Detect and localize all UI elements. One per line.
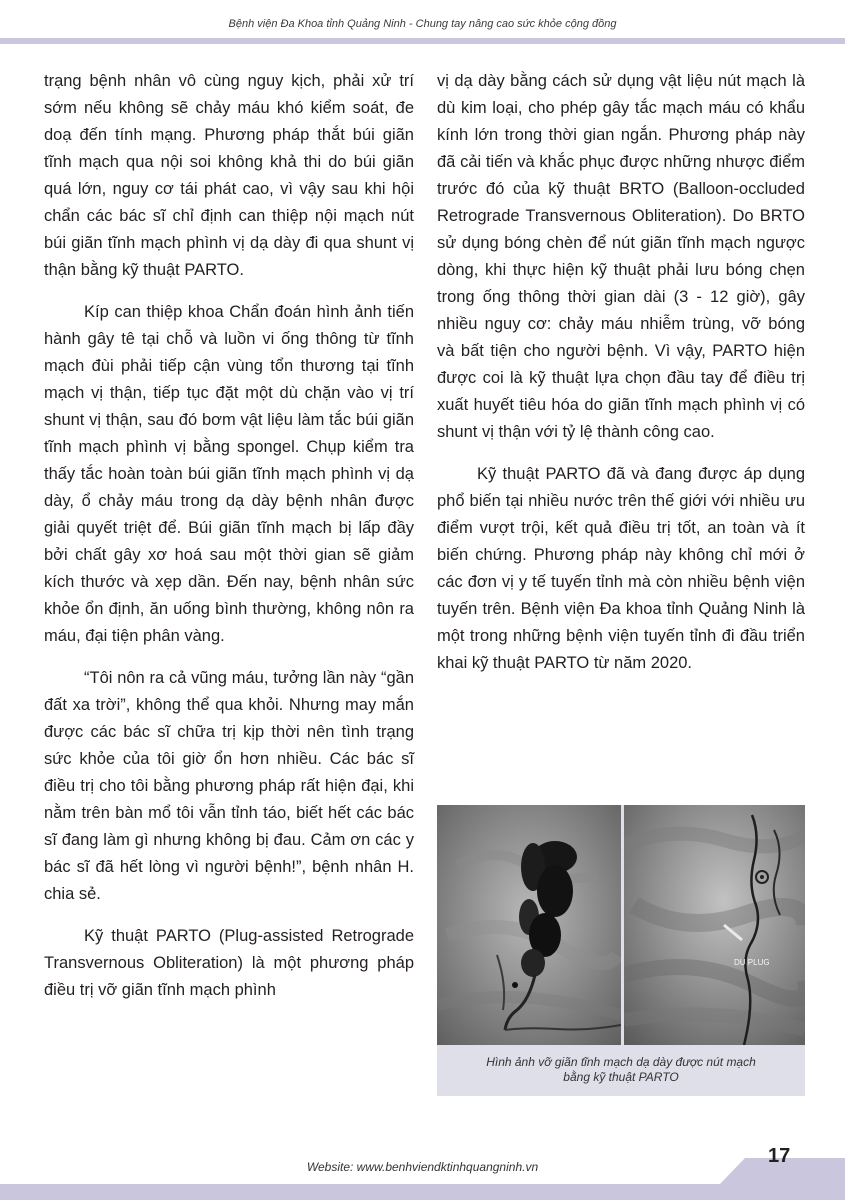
figure-caption <box>437 1055 805 1085</box>
figure <box>437 805 805 1096</box>
paragraph: trạng bệnh nhân vô cùng nguy kịch, phải xử trí sớm nếu không sẽ chảy máu khó kiểm soát, đe doạ đến tính mạng. Phương pháp thắt búi giãn tĩnh mạch qua nội soi không khả thi do búi giãn quá lớn, nguy cơ tái phát cao, vì vậy sau khi hội chẩn các bác sĩ chỉ định can thiệp nội mạch nút búi giãn tĩnh mạch phình vị dạ dày đi qua shunt vị thận bằng kỹ thuật PARTO. <box>44 72 414 279</box>
image-marker: DU PLUG <box>734 958 770 967</box>
caption-line: Hình ảnh vỡ giãn tĩnh mạch dạ dày được nút mạch <box>486 1055 756 1069</box>
paragraph: Kỹ thuật PARTO (Plug-assisted Retrograde Transvernous Obliteration) là một phương pháp điều trị vỡ giãn tĩnh mạch phình <box>44 927 414 999</box>
footer-website: Website: www.benhviendktinhquangninh.vn <box>306 1160 539 1174</box>
header-rule <box>0 38 845 44</box>
paragraph: vị dạ dày bằng cách sử dụng vật liệu nút mạch là dù kim loại, cho phép gây tắc mạch máu có khẩu kính lớn trong thời gian ngắn. Phương pháp này đã cải tiến và khắc phục được những nhược điểm trước đó của kỹ thuật BRTO (Balloon-occluded Retrograde Transvernous Obliteration). Do BRTO sử dụng bóng chèn để nút giãn tĩnh mạch ngược dòng, khi thực hiện kỹ thuật phải lưu bóng chẹn trong ống thông thời gian dài (3 - 12 giờ), gây nhiều nguy cơ: chảy máu nhiễm trùng, vỡ bóng và bất tiện cho người bệnh. Vì vậy, PARTO hiện được coi là kỹ thuật lựa chọn đầu tay để điều trị xuất huyết tiêu hóa do giãn tĩnh mạch phình vị có shunt vị thận với tỷ lệ thành công cao. <box>437 72 805 441</box>
angiogram-image-right <box>624 805 805 1045</box>
paragraph: “Tôi nôn ra cả vũng máu, tưởng lần này “gần đất xa trời”, không thể qua khỏi. Nhưng may mắn được các bác sĩ chữa trị kịp thời nên tình trạng sức khỏe của tôi giờ ổn hơn nhiều. Các bác sĩ điều trị cho tôi bằng phương pháp rất hiện đại, khi nằm trên bàn mổ tôi vẫn tỉnh táo, biết hết các bác sĩ đang làm gì nhưng không bị đau. Cảm ơn các y bác sĩ đã hết lòng vì người bệnh!”, bệnh nhân H. chia sẻ. <box>44 669 414 903</box>
page-number: 17 <box>768 1145 791 1167</box>
angiogram-image-left <box>437 805 621 1045</box>
caption-line: bằng kỹ thuật PARTO <box>563 1070 679 1084</box>
paragraph: Kỹ thuật PARTO đã và đang được áp dụng phổ biến tại nhiều nước trên thế giới với nhiều ưu điểm vượt trội, kết quả điều trị tốt, an toàn và ít biến chứng. Phương pháp này không chỉ mới ở các đơn vị y tế tuyến tỉnh mà còn nhiều bệnh viện tuyến trên. Bệnh viện Đa khoa tỉnh Quảng Ninh là một trong những bệnh viện tuyến tỉnh đi đầu triển khai kỹ thuật PARTO từ năm 2020. <box>437 465 805 672</box>
page-header <box>0 0 845 46</box>
left-column <box>44 68 414 1004</box>
right-column <box>437 68 805 677</box>
paragraph: Kíp can thiệp khoa Chẩn đoán hình ảnh tiến hành gây tê tại chỗ và luồn vi ống thông từ tĩnh mạch đùi phải tiếp cận vùng tổn thương tại tĩnh mạch vị thận, tiếp tục đặt một dù chặn vào vị trí shunt vị thận, sau đó bơm vật liệu làm tắc búi giãn tĩnh mạch phình vị bằng spongel. Chụp kiểm tra thấy tắc hoàn toàn búi giãn tĩnh mạch phình vị dạ dày, ổ chảy máu trong dạ dày bệnh nhân được giải quyết triệt để. Búi giãn tĩnh mạch bị lấp đầy bởi chất gây xơ hoá sau một thời gian sẽ giảm kích thước và xẹp dần. Đến nay, bệnh nhân sức khỏe ổn định, ăn uống bình thường, không nôn ra máu, đại tiện phân vàng. <box>44 303 414 645</box>
header-title: Bệnh viện Đa Khoa tỉnh Quảng Ninh - Chung tay nâng cao sức khỏe cộng đồng <box>228 18 617 30</box>
